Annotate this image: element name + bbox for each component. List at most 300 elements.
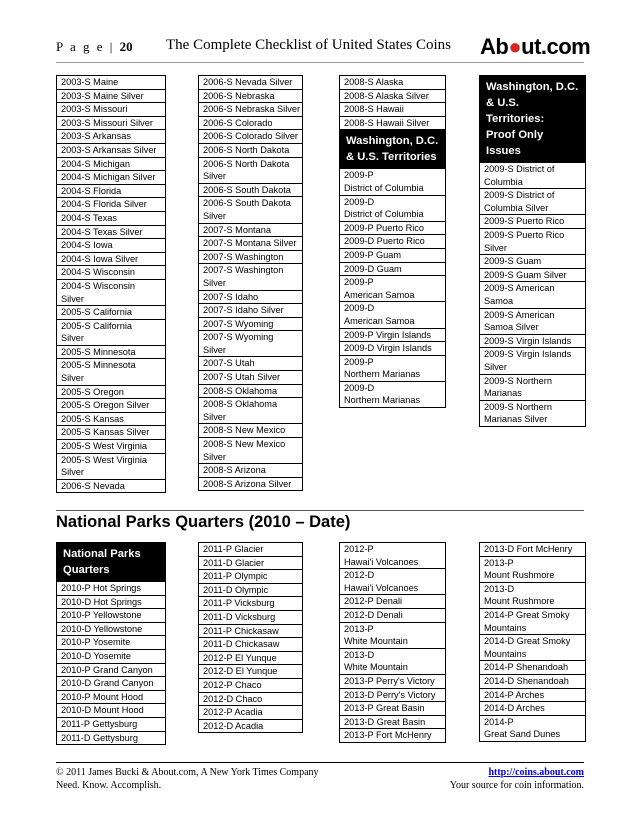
checklist-row (57, 253, 165, 267)
checklist-row (199, 584, 302, 598)
checklist-item-text: Silver (484, 361, 507, 372)
checklist-item-text: 2006-S South Dakota (203, 184, 291, 195)
checklist-item-text: 2005-S Minnesota (61, 360, 136, 371)
checklist-row (57, 239, 165, 253)
column-header-line: Proof Only Issues (486, 129, 544, 157)
checklist-item-text: 2014-P Great Smoky (484, 609, 570, 620)
logo-o-icon: ● (508, 34, 522, 59)
checklist-item-text: 2009-S Northern (484, 401, 552, 412)
checklist-item-text: Silver (203, 411, 226, 422)
checklist-item-text: Northern Marianas (344, 369, 421, 380)
checklist-item-text: Marianas (484, 388, 522, 399)
checklist-row (340, 117, 445, 131)
checklist-item-text: 2009-P (344, 356, 374, 367)
checklist-item-text: 2009-S Guam Silver (484, 269, 567, 280)
checklist-row (199, 385, 302, 399)
checklist-row (199, 117, 302, 131)
checklist-row (340, 329, 445, 343)
checklist-row (57, 399, 165, 413)
checklist-item-text: 2011-P Chickasaw (203, 625, 279, 636)
checklist-item-text: 2008-S Oklahoma (203, 399, 278, 410)
checklist-row (57, 413, 165, 427)
header-divider (56, 62, 584, 63)
column-header-line: & U.S. Territories: (486, 97, 545, 125)
checklist-item-text: Silver (61, 333, 84, 344)
checklist-row (340, 90, 445, 104)
checklist-row (480, 702, 585, 716)
checklist-item-text: American Samoa (344, 289, 415, 300)
checklist-item-text: 2012-P Denali (344, 596, 403, 607)
checklist-row (199, 720, 302, 733)
checklist-row (340, 543, 445, 569)
checklist-item-text: 2011-D Vicksburg (203, 611, 276, 622)
checklist-item-text: 2010-D Grand Canyon (61, 678, 154, 689)
checklist-row (199, 304, 302, 318)
checklist-row (57, 609, 165, 623)
checklist-row (340, 249, 445, 263)
checklist-item-text: 2009-S American (484, 283, 555, 294)
state-quarters-column-4 (479, 75, 586, 427)
checklist-row (199, 597, 302, 611)
checklist-item-text: 2004-S Iowa (61, 240, 113, 251)
checklist-row (199, 103, 302, 117)
checklist-row (57, 158, 165, 172)
checklist-item-text: 2011-D Chickasaw (203, 639, 280, 650)
checklist-row (199, 478, 302, 491)
checklist-row (199, 144, 302, 158)
checklist-item-text: 2007-S Wyoming (203, 332, 274, 343)
checklist-item-text: 2012-P (344, 544, 374, 554)
checklist-row (57, 117, 165, 131)
section-divider (56, 510, 584, 511)
checklist-item-text: 2009-D Virgin Islands (344, 343, 432, 354)
checklist-item-text: 2012-P Chaco (203, 679, 262, 690)
checklist-item-text: 2005-S Oregon Silver (61, 400, 150, 411)
checklist-row (57, 650, 165, 664)
checklist-item-text: 2007-S Utah Silver (203, 372, 281, 383)
checklist-item-text: 2009-D (344, 382, 375, 393)
checklist-item-text: 2005-S California (61, 307, 132, 318)
checklist-row (199, 652, 302, 666)
page-number: 20 (119, 39, 133, 54)
checklist-item-text: 2006-S South Dakota (203, 198, 291, 209)
checklist-row (199, 638, 302, 652)
checklist-item-text: Silver (203, 344, 226, 355)
checklist-item-text: Silver (61, 293, 84, 304)
checklist-item-text: 2011-D Gettysburg (61, 732, 138, 743)
checklist-item-text: 2011-D Glacier (203, 557, 265, 568)
checklist-row (57, 596, 165, 610)
checklist-row (199, 371, 302, 385)
checklist-row (57, 198, 165, 212)
checklist-item-text: District of Columbia (344, 182, 424, 193)
checklist-row (340, 675, 445, 689)
checklist-row (340, 382, 445, 407)
checklist-item-text: 2007-S Washington (203, 265, 284, 276)
checklist-item-text: 2013-D Perry's Victory (344, 689, 436, 700)
checklist-row (57, 130, 165, 144)
checklist-item-text: 2013-P Perry's Victory (344, 675, 435, 686)
checklist-item-text: 2004-S Texas (61, 212, 118, 223)
checklist-row (199, 237, 302, 251)
checklist-item-text: 2009-D (344, 196, 375, 207)
checklist-row (480, 269, 585, 283)
checklist-row (199, 679, 302, 693)
checklist-row (57, 582, 165, 596)
column-header-line: & U.S. Territories (346, 151, 437, 164)
checklist-row (340, 729, 445, 742)
checklist-row (199, 331, 302, 357)
checklist-row (480, 189, 585, 215)
checklist-item-text: 2009-S Puerto Rico (484, 216, 565, 227)
checklist-row (480, 335, 585, 349)
checklist-item-text: 2010-D Yosemite (61, 650, 131, 661)
checklist-row (480, 716, 585, 741)
checklist-item-text: 2014-P Shenandoah (484, 662, 569, 673)
checklist-item-text: 2013-P Fort McHenry (344, 730, 432, 741)
footer-url-link[interactable]: http://coins.about.com (488, 767, 584, 778)
checklist-row (480, 229, 585, 255)
checklist-row (340, 609, 445, 623)
checklist-row (57, 103, 165, 117)
column-header (480, 76, 585, 163)
checklist-item-text: Great Sand Dunes (484, 729, 561, 740)
checklist-row (199, 158, 302, 184)
checklist-row (57, 386, 165, 400)
checklist-item-text: 2010-D Yellowstone (61, 623, 143, 634)
checklist-item-text: 2012-D (344, 570, 375, 581)
checklist-item-text: Samoa Silver (484, 322, 539, 333)
checklist-item-text: 2006-S Nevada Silver (203, 77, 293, 87)
checklist-row (57, 440, 165, 454)
checklist-item-text: 2004-S Michigan (61, 158, 130, 169)
checklist-item-text: 2005-S Minnesota (61, 346, 136, 357)
checklist-row (340, 76, 445, 90)
checklist-row (57, 226, 165, 240)
checklist-item-text: 2012-D Chaco (203, 693, 263, 704)
checklist-row (480, 689, 585, 703)
checklist-item-text: 2012-P El Yunque (203, 652, 277, 663)
checklist-row (199, 224, 302, 238)
checklist-row (480, 282, 585, 308)
checklist-row (57, 346, 165, 360)
checklist-row (480, 557, 585, 583)
checklist-row (57, 677, 165, 691)
checklist-row (57, 280, 165, 306)
checklist-item-text: 2006-S Colorado Silver (203, 131, 298, 142)
document-title: The Complete Checklist of United States Coins (166, 37, 451, 53)
checklist-row (199, 438, 302, 464)
checklist-row (199, 251, 302, 265)
checklist-item-text: 2004-S Florida (61, 185, 122, 196)
checklist-row (57, 76, 165, 90)
checklist-item-text: 2009-D Guam (344, 263, 402, 274)
checklist-row (199, 130, 302, 144)
parks-quarters-column-3 (339, 542, 446, 743)
checklist-item-text: White Mountain (344, 636, 408, 647)
checklist-item-text: 2005-S Oregon (61, 386, 124, 397)
checklist-item-text: 2009-S American (484, 309, 555, 320)
checklist-row (57, 732, 165, 745)
checklist-row (480, 583, 585, 609)
checklist-item-text: 2009-S Virgin Islands (484, 349, 572, 360)
checklist-row (57, 623, 165, 637)
checklist-row (199, 706, 302, 720)
checklist-item-text: 2008-S Hawaii Silver (344, 117, 430, 128)
checklist-item-text: 2008-S New Mexico (203, 425, 286, 436)
checklist-item-text: 2004-S Texas Silver (61, 226, 143, 237)
checklist-item-text: 2007-S Washington (203, 251, 284, 262)
checklist-item-text: 2005-S Kansas (61, 413, 124, 424)
checklist-item-text: Silver (61, 373, 84, 384)
page-header (56, 34, 591, 62)
checklist-row (57, 636, 165, 650)
checklist-row (199, 464, 302, 478)
checklist-item-text: 2011-P Gettysburg (61, 718, 138, 729)
checklist-row (480, 675, 585, 689)
footer-right (450, 766, 584, 792)
checklist-row (199, 543, 302, 557)
checklist-row (340, 169, 445, 195)
checklist-row (199, 291, 302, 305)
checklist-item-text: 2011-P Olympic (203, 571, 268, 582)
checklist-item-text: 2009-P Guam (344, 249, 402, 260)
checklist-item-text: 2013-D Great Basin (344, 716, 426, 727)
checklist-row (480, 635, 585, 661)
checklist-item-text: 2004-S Florida Silver (61, 199, 147, 210)
checklist-item-text: 2007-S Montana Silver (203, 238, 297, 249)
checklist-row (199, 357, 302, 371)
checklist-row (199, 625, 302, 639)
checklist-item-text: 2010-P Grand Canyon (61, 664, 153, 675)
checklist-item-text: 2010-D Mount Hood (61, 705, 144, 716)
checklist-row (340, 702, 445, 716)
checklist-row (480, 661, 585, 675)
checklist-row (57, 90, 165, 104)
checklist-item-text: Silver (61, 467, 84, 478)
checklist-item-text: 2003-S Maine (61, 77, 119, 87)
parks-quarters-column-2 (198, 542, 303, 733)
checklist-item-text: White Mountain (344, 662, 408, 673)
checklist-row (57, 426, 165, 440)
checklist-item-text: Hawai'i Volcanoes (344, 582, 419, 593)
checklist-row (199, 264, 302, 290)
checklist-item-text: 2007-S Montana (203, 224, 271, 235)
footer-source: Your source for coin information. (449, 780, 584, 791)
checklist-item-text: Mount Rushmore (484, 596, 555, 607)
checklist-item-text: 2014-D Shenandoah (484, 675, 569, 686)
checklist-row (480, 401, 585, 426)
checklist-item-text: 2012-D El Yunque (203, 666, 278, 677)
column-header-line: National Parks (63, 548, 141, 560)
checklist-row (340, 263, 445, 277)
checklist-item-text: 2009-S Puerto Rico (484, 229, 565, 240)
checklist-item-text: 2009-P (344, 170, 374, 181)
checklist-row (480, 348, 585, 374)
checklist-item-text: 2009-D Puerto Rico (344, 236, 425, 247)
checklist-row (340, 595, 445, 609)
checklist-item-text: 2009-S Northern (484, 375, 552, 386)
checklist-item-text: Samoa (484, 295, 514, 306)
checklist-item-text: 2003-S Missouri (61, 104, 128, 115)
checklist-row (57, 691, 165, 705)
checklist-row (480, 255, 585, 269)
about-com-logo: Ab●ut.com (480, 34, 591, 59)
checklist-item-text: 2008-S Oklahoma (203, 385, 278, 396)
checklist-row (480, 215, 585, 229)
checklist-item-text: 2012-P Acadia (203, 707, 263, 718)
checklist-item-text: 2014-P Arches (484, 689, 545, 700)
checklist-row (340, 356, 445, 382)
checklist-item-text: 2009-S Virgin Islands (484, 335, 572, 346)
checklist-row (480, 163, 585, 189)
checklist-row (199, 557, 302, 571)
checklist-row (199, 693, 302, 707)
checklist-item-text: 2009-S District of (484, 164, 555, 174)
checklist-item-text: 2006-S Nebraska Silver (203, 104, 301, 115)
checklist-row (57, 718, 165, 732)
checklist-row (340, 196, 445, 222)
checklist-row (340, 689, 445, 703)
checklist-item-text: 2011-D Olympic (203, 584, 269, 595)
state-quarters-column-3 (339, 75, 446, 408)
column-header (340, 130, 445, 169)
checklist-item-text: 2004-S Wisconsin (61, 267, 136, 278)
checklist-row (57, 664, 165, 678)
checklist-item-text: 2004-S Wisconsin (61, 280, 136, 291)
checklist-item-text: 2007-S Utah (203, 358, 255, 369)
checklist-row (340, 623, 445, 649)
page-word: P a g e (56, 39, 105, 54)
checklist-row (57, 171, 165, 185)
checklist-item-text: 2005-S California (61, 320, 132, 331)
column-header-line: Quarters (63, 564, 110, 576)
checklist-item-text: 2014-D Great Smoky (484, 636, 571, 647)
checklist-row (199, 424, 302, 438)
checklist-item-text: 2006-S Colorado (203, 117, 273, 128)
parks-quarters-column-4 (479, 542, 586, 742)
checklist-row (57, 480, 165, 493)
checklist-item-text: 2014-D Arches (484, 703, 545, 714)
checklist-item-text: 2012-D Acadia (203, 720, 264, 731)
state-quarters-column-2 (198, 75, 303, 491)
checklist-row (199, 90, 302, 104)
checklist-item-text: 2005-S West Virginia (61, 441, 147, 452)
checklist-item-text: Hawai'i Volcanoes (344, 556, 419, 567)
checklist-item-text: 2005-S West Virginia (61, 454, 147, 465)
checklist-item-text: 2007-S Idaho (203, 291, 259, 302)
checklist-item-text: 2009-S Guam (484, 256, 542, 267)
checklist-item-text: Marianas Silver (484, 414, 548, 425)
checklist-row (57, 185, 165, 199)
checklist-item-text: 2011-P Glacier (203, 544, 264, 554)
checklist-item-text: 2007-S Wyoming (203, 318, 274, 329)
checklist-row (57, 212, 165, 226)
checklist-row (480, 609, 585, 635)
checklist-row (340, 716, 445, 730)
checklist-row (199, 570, 302, 584)
checklist-item-text: 2013-P (484, 557, 514, 568)
checklist-row (57, 144, 165, 158)
checklist-item-text: 2003-S Arkansas Silver (61, 144, 157, 155)
checklist-item-text: 2013-D Fort McHenry (484, 544, 573, 554)
checklist-row (480, 375, 585, 401)
checklist-item-text: 2003-S Arkansas (61, 131, 131, 142)
checklist-item-text: 2009-D (344, 303, 375, 314)
checklist-row (199, 665, 302, 679)
checklist-item-text: 2006-S North Dakota (203, 158, 290, 169)
page-separator: | (109, 39, 115, 54)
checklist-row (57, 266, 165, 280)
checklist-item-text: 2014-P (484, 716, 514, 727)
checklist-item-text: 2003-S Missouri Silver (61, 117, 153, 128)
checklist-row (340, 302, 445, 328)
section-title: National Parks Quarters (2010 – Date) (56, 513, 351, 531)
checklist-row (340, 222, 445, 236)
state-quarters-column-1 (56, 75, 166, 493)
column-header-line: Washington, D.C. (346, 135, 439, 148)
checklist-row (57, 306, 165, 320)
checklist-item-text: 2010-P Mount Hood (61, 691, 144, 702)
checklist-row (57, 704, 165, 718)
checklist-item-text: Columbia (484, 176, 523, 187)
checklist-row (340, 103, 445, 117)
checklist-item-text: Silver (203, 277, 226, 288)
checklist-row (340, 569, 445, 595)
parks-quarters-column-1 (56, 542, 166, 745)
checklist-row (57, 320, 165, 346)
checklist-row (199, 197, 302, 223)
checklist-row (199, 611, 302, 625)
checklist-item-text: Mount Rushmore (484, 570, 555, 581)
checklist-item-text: 2007-S Idaho Silver (203, 305, 284, 316)
checklist-item-text: Mountains (484, 622, 527, 633)
checklist-row (199, 398, 302, 424)
page-number-label (56, 39, 133, 55)
checklist-item-text: 2010-P Yellowstone (61, 610, 142, 621)
checklist-item-text: 2008-S Hawaii (344, 104, 404, 115)
checklist-item-text: 2009-P Virgin Islands (344, 329, 431, 340)
checklist-row (480, 543, 585, 557)
checklist-item-text: Silver (203, 210, 226, 221)
footer-divider (56, 762, 584, 763)
checklist-item-text: Columbia Silver (484, 202, 549, 213)
checklist-item-text: 2008-S Arizona Silver (203, 478, 292, 489)
checklist-item-text: Silver (484, 242, 507, 253)
footer-left (56, 766, 319, 792)
checklist-item-text: 2010-P Hot Springs (61, 583, 142, 593)
checklist-item-text: 2010-D Hot Springs (61, 596, 142, 607)
checklist-item-text: 2005-S Kansas Silver (61, 427, 150, 438)
checklist-item-text: 2008-S New Mexico (203, 439, 286, 450)
checklist-item-text: 2008-S Alaska Silver (344, 90, 429, 101)
footer-copyright: © 2011 James Bucki & About.com, A New York Times Company (56, 767, 319, 778)
checklist-item-text: 2004-S Michigan Silver (61, 172, 156, 183)
checklist-item-text: 2013-D (344, 649, 375, 660)
checklist-item-text: 2003-S Maine Silver (61, 90, 144, 101)
checklist-item-text: 2006-S North Dakota (203, 144, 290, 155)
checklist-row (199, 318, 302, 332)
checklist-item-text: 2013-P (344, 623, 374, 634)
checklist-item-text: Silver (203, 451, 226, 462)
checklist-item-text: 2008-S Alaska (344, 77, 404, 87)
checklist-item-text: 2011-P Vicksburg (203, 598, 275, 609)
checklist-item-text: 2006-S Nebraska (203, 90, 275, 101)
checklist-item-text: District of Columbia (344, 209, 424, 220)
checklist-item-text: Northern Marianas (344, 395, 421, 406)
checklist-item-text: American Samoa (344, 315, 415, 326)
checklist-item-text: 2013-D (484, 583, 515, 594)
